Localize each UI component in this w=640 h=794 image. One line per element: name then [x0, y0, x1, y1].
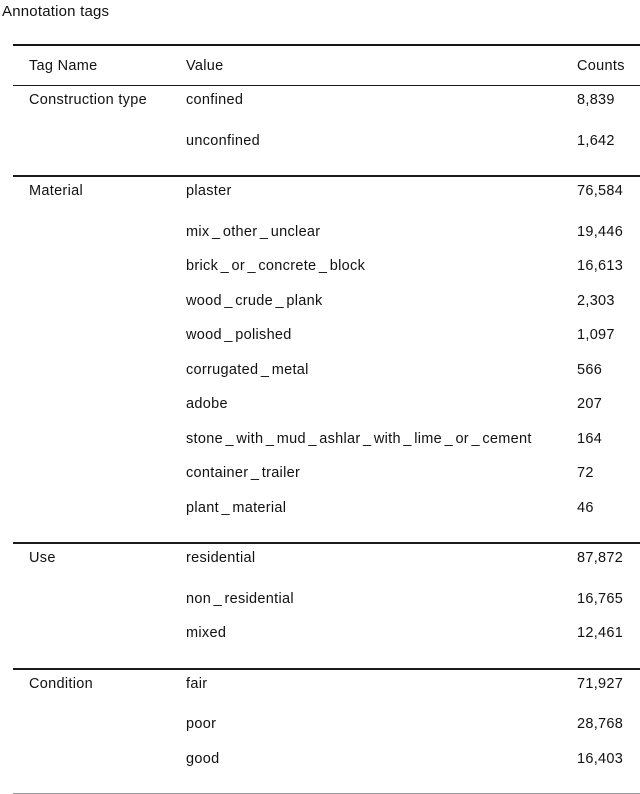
table-row	[13, 258, 640, 293]
value-cell: container _ trailer	[186, 465, 301, 481]
group-material	[13, 176, 640, 543]
value-cell: mix _ other _ unclear	[186, 223, 321, 240]
value-cell: non _ residential	[186, 590, 294, 607]
tag-name-cell	[13, 716, 186, 751]
table-row	[13, 625, 640, 669]
table-row	[13, 293, 640, 328]
table-row	[13, 543, 640, 591]
value-cell: mixed	[186, 625, 577, 669]
count-cell: 16,765	[577, 590, 624, 607]
count-cell: 1,642	[577, 133, 640, 177]
count-cell: 46	[577, 500, 640, 544]
table-row	[13, 86, 640, 133]
tag-name-cell	[13, 625, 186, 669]
count-cell: 87,872	[577, 550, 624, 566]
table-row	[13, 133, 640, 177]
table-row	[13, 465, 640, 500]
tag-name-cell: Use	[29, 550, 56, 566]
value-cell: plaster	[186, 183, 232, 199]
value-cell: unconfined	[186, 133, 577, 177]
value-cell: wood _ polished	[186, 327, 292, 343]
tag-name-cell	[13, 431, 186, 466]
tag-name-cell: Condition	[29, 675, 93, 692]
tag-name-cell	[13, 591, 186, 626]
count-cell: 72	[577, 465, 594, 481]
group-construction-type	[13, 86, 640, 177]
table-row	[13, 431, 640, 466]
column-header-counts: Counts	[577, 45, 640, 86]
table-row	[13, 362, 640, 397]
table-row	[13, 751, 640, 794]
count-cell: 16,613	[577, 258, 624, 274]
table-row	[13, 327, 640, 362]
count-cell: 566	[577, 361, 603, 378]
group-use	[13, 543, 640, 669]
count-cell: 12,461	[577, 625, 640, 669]
table-caption: Annotation tags	[2, 3, 110, 20]
tag-name-cell	[13, 133, 186, 177]
value-cell: plant _ material	[186, 500, 577, 544]
tag-name-cell	[13, 293, 186, 328]
table-row	[13, 500, 640, 544]
tag-name-cell	[13, 224, 186, 259]
annotation-tags-table	[13, 44, 640, 794]
tag-name-cell	[13, 751, 186, 794]
value-cell: wood _ crude _ plank	[186, 292, 323, 309]
table-row	[13, 176, 640, 224]
tag-name-cell: Material	[29, 183, 83, 199]
count-cell: 8,839	[577, 92, 615, 108]
count-cell: 1,097	[577, 327, 615, 343]
table-row	[13, 591, 640, 626]
count-cell: 2,303	[577, 292, 615, 309]
column-header-value: Value	[186, 45, 577, 86]
value-cell: fair	[186, 675, 208, 692]
value-cell: poor	[186, 716, 217, 732]
tag-name-cell	[13, 500, 186, 544]
count-cell: 76,584	[577, 183, 624, 199]
tag-name-cell	[13, 396, 186, 431]
tag-name-cell	[13, 258, 186, 293]
group-condition	[13, 669, 640, 794]
value-cell: residential	[186, 550, 256, 566]
value-cell: adobe	[186, 396, 228, 412]
header-row	[13, 45, 640, 86]
count-cell: 16,403	[577, 751, 640, 794]
table-row	[13, 396, 640, 431]
count-cell: 28,768	[577, 716, 624, 732]
count-cell: 19,446	[577, 223, 624, 240]
value-cell: corrugated _ metal	[186, 361, 309, 378]
tag-name-cell	[13, 327, 186, 362]
count-cell: 71,927	[577, 675, 624, 692]
table-row	[13, 716, 640, 751]
tag-name-cell	[13, 362, 186, 397]
value-cell: brick _ or _ concrete _ block	[186, 258, 366, 274]
column-header-tag-name: Tag Name	[13, 45, 186, 86]
value-cell: confined	[186, 92, 244, 108]
table-header	[13, 45, 640, 86]
value-cell: stone _ with _ mud _ ashlar _ with _ lime _ or _ cement	[186, 430, 532, 447]
count-cell: 164	[577, 430, 603, 447]
count-cell: 207	[577, 396, 603, 412]
value-cell: good	[186, 751, 577, 794]
table-row	[13, 224, 640, 259]
table-row	[13, 669, 640, 717]
tag-name-cell	[13, 465, 186, 500]
tag-name-cell: Construction type	[29, 92, 147, 108]
